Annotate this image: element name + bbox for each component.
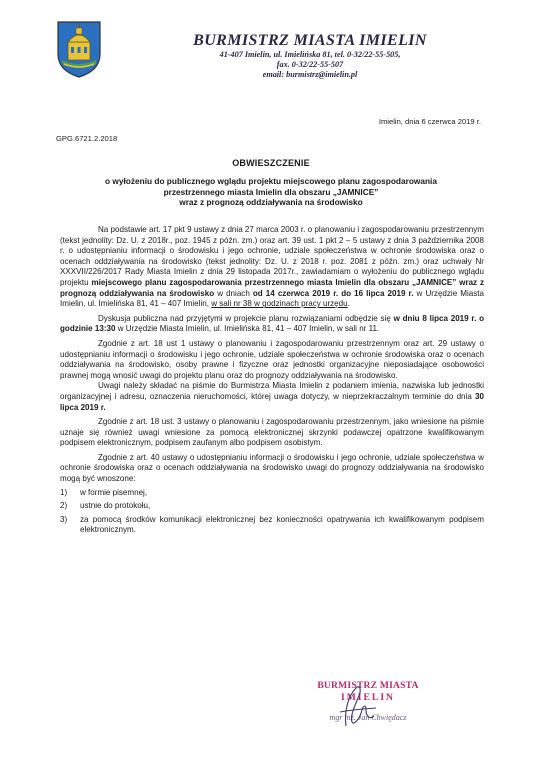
text-run: w Urzędzie Miasta Imielin, ul. Imielińska 81, 41 – 407 Imielin, w sali nr 11. [115,324,380,334]
subject-line-3: wraz z prognozą oddziaływania na środowisko [179,197,363,208]
subject-line-2: przestrzennego miasta Imielin dla obszaru „JAMNICE” [163,186,379,197]
list-item-number: 3) [60,514,68,524]
list-item [60,515,484,536]
text-run: w Urzędzie Miasta Imielin, ul. Imielińska 81, 41 – 407 Imielin, [60,288,484,309]
document-title: OBWIESZCZENIE [232,158,310,168]
letterhead-fax: fax. 0-32/22-55-507 [276,60,344,69]
paragraph-forecast-comments: Zgodnie z art. 40 ustawy o udostępnianiu informacji o środowisku i jego ochronie, udziale społeczeństwa w ochronie środowiska oraz o ocenach oddziaływania na środowisko uwagi do prognozy oddziaływania na środowisko mogą być wnoszone: [60,452,484,484]
document-body [60,225,484,536]
paragraph-electronic-comments: Zgodnie z art. 18 ust. 3 ustawy o planowaniu i zagospodarowaniu przestrzennym, jako wniesione na piśmie uznaje się również uwagi wniesione za pomocą elektronicznej skrzynki podawczej opatrzone kwalifikowanym podpisem elektronicznym, podpisem zaufanym albo podpisem osobistym. [60,417,484,448]
stamp-line-2: IMIELIN [341,692,395,703]
handwritten-signature-icon [326,682,386,732]
text-run-bold: od 14 czerwca 2019 r. do 16 lipca 2019 r. [252,288,414,298]
letterhead-title: BURMISTRZ MIASTA IMIELIN [193,32,427,49]
text-run: Uwagi należy składać na piśmie do Burmistrza Miasta Imielin z podaniem imienia, nazwiska lub jednostki organizacyjnej i adresu, oznaczenia nieruchomości, której uwaga dotyczy, w nieprzekraczalnym terminie do dnia [60,381,484,401]
list-item-text: w formie pisemnej, [80,487,148,497]
text-run-bold: 30 lipca 2019 r. [60,391,484,412]
letterhead [150,32,470,80]
text-run-underlined: w sali nr 38 w godzinach pracy urzędu [211,299,348,309]
list-item [60,501,484,512]
submission-methods-list [60,488,484,536]
text-run-bold: miejscowego planu zagospodarowania przestrzennego miasta Imielin dla obszaru „JAMNICE” wraz z prognozą oddziaływania na środowisko [60,277,484,298]
stamp-signatory: mgr inż. Jan Chwiędacz [329,713,407,722]
coat-of-arms-icon [56,20,102,78]
list-item-number: 1) [60,487,68,497]
paragraph-legal-basis [60,225,484,310]
document-subject [60,176,482,208]
list-item-number: 2) [60,501,68,511]
text-run: . [347,299,350,309]
list-item-text: za pomocą środków komunikacji elektronicznej bez konieczności opatrywania ich kwalifikowanym podpisem elektronicznym. [80,514,484,535]
text-run: Dyskusja publiczna nad przyjętymi w projekcie planu rozwiązaniami odbędzie się [98,313,394,323]
paragraph-comment-deadline [60,381,484,413]
text-run-bold: w dniu 8 lipca 2019 r. o godzinie 13:30 [60,313,484,334]
list-item [60,488,484,499]
place-date: Imielin, dnia 6 czerwca 2019 r. [378,117,481,126]
text-run: Na podstawie art. 17 pkt 9 ustawy z dnia 27 marca 2003 r. o planowaniu i zagospodarowaniu przestrzennym (tekst jednolity: Dz. U. z 2018r., poz. 1945 z późn. zm.) oraz art. 39 ust. 1 pkt 2 – 5 ustawy z dnia 3 października 2008 r. o udostępnianiu informacji o środowisku i jego ochronie, udziale społeczeństwa w ochronie środowiska oraz o ocenach oddziaływania na środowisko (tekst jednolity: Dz. U. z 2018 r. poz. 2081 z późn. zm.) oraz uchwały Nr XXXVII/226/2017 Rady Miasta Imielin z dnia 29 listopada 2017r., zawiadamiam o wyłożeniu do publicznego wglądu projektu [60,225,484,287]
letterhead-address: 41-407 Imielin, ul. Imielińska 81, tel. 0-32/22-55-505, [219,50,401,59]
document-number: GPG.6721.2.2018 [56,134,118,143]
stamp-line-1: BURMISTRZ MIASTA [317,680,419,691]
paragraph-right-to-comment: Zgodnie z art. 18 ust 1 ustawy o planowaniu i zagospodarowaniu przestrzennym oraz art. 29 ustawy o udostępnianiu informacji o środowisku i jego ochronie, udziale społeczeństwa w ochronie środowiska oraz o ocenach oddziaływania na środowisko, osoby prawne i fizyczne oraz jednostki organizacyjne nieposiadające osobowości prawnej mogą wnosić uwagi do projektu planu oraz do prognozy oddziaływania na środowisko. [60,338,484,380]
list-item-text: ustnie do protokołu, [80,501,151,511]
paragraph-public-discussion [60,314,484,335]
subject-line-1: o wyłożeniu do publicznego wglądu projektu miejscowego planu zagospodarowania [105,176,437,186]
text-run: w dniach [214,288,253,298]
letterhead-email: email: burmistrz@imielin.pl [262,70,358,79]
